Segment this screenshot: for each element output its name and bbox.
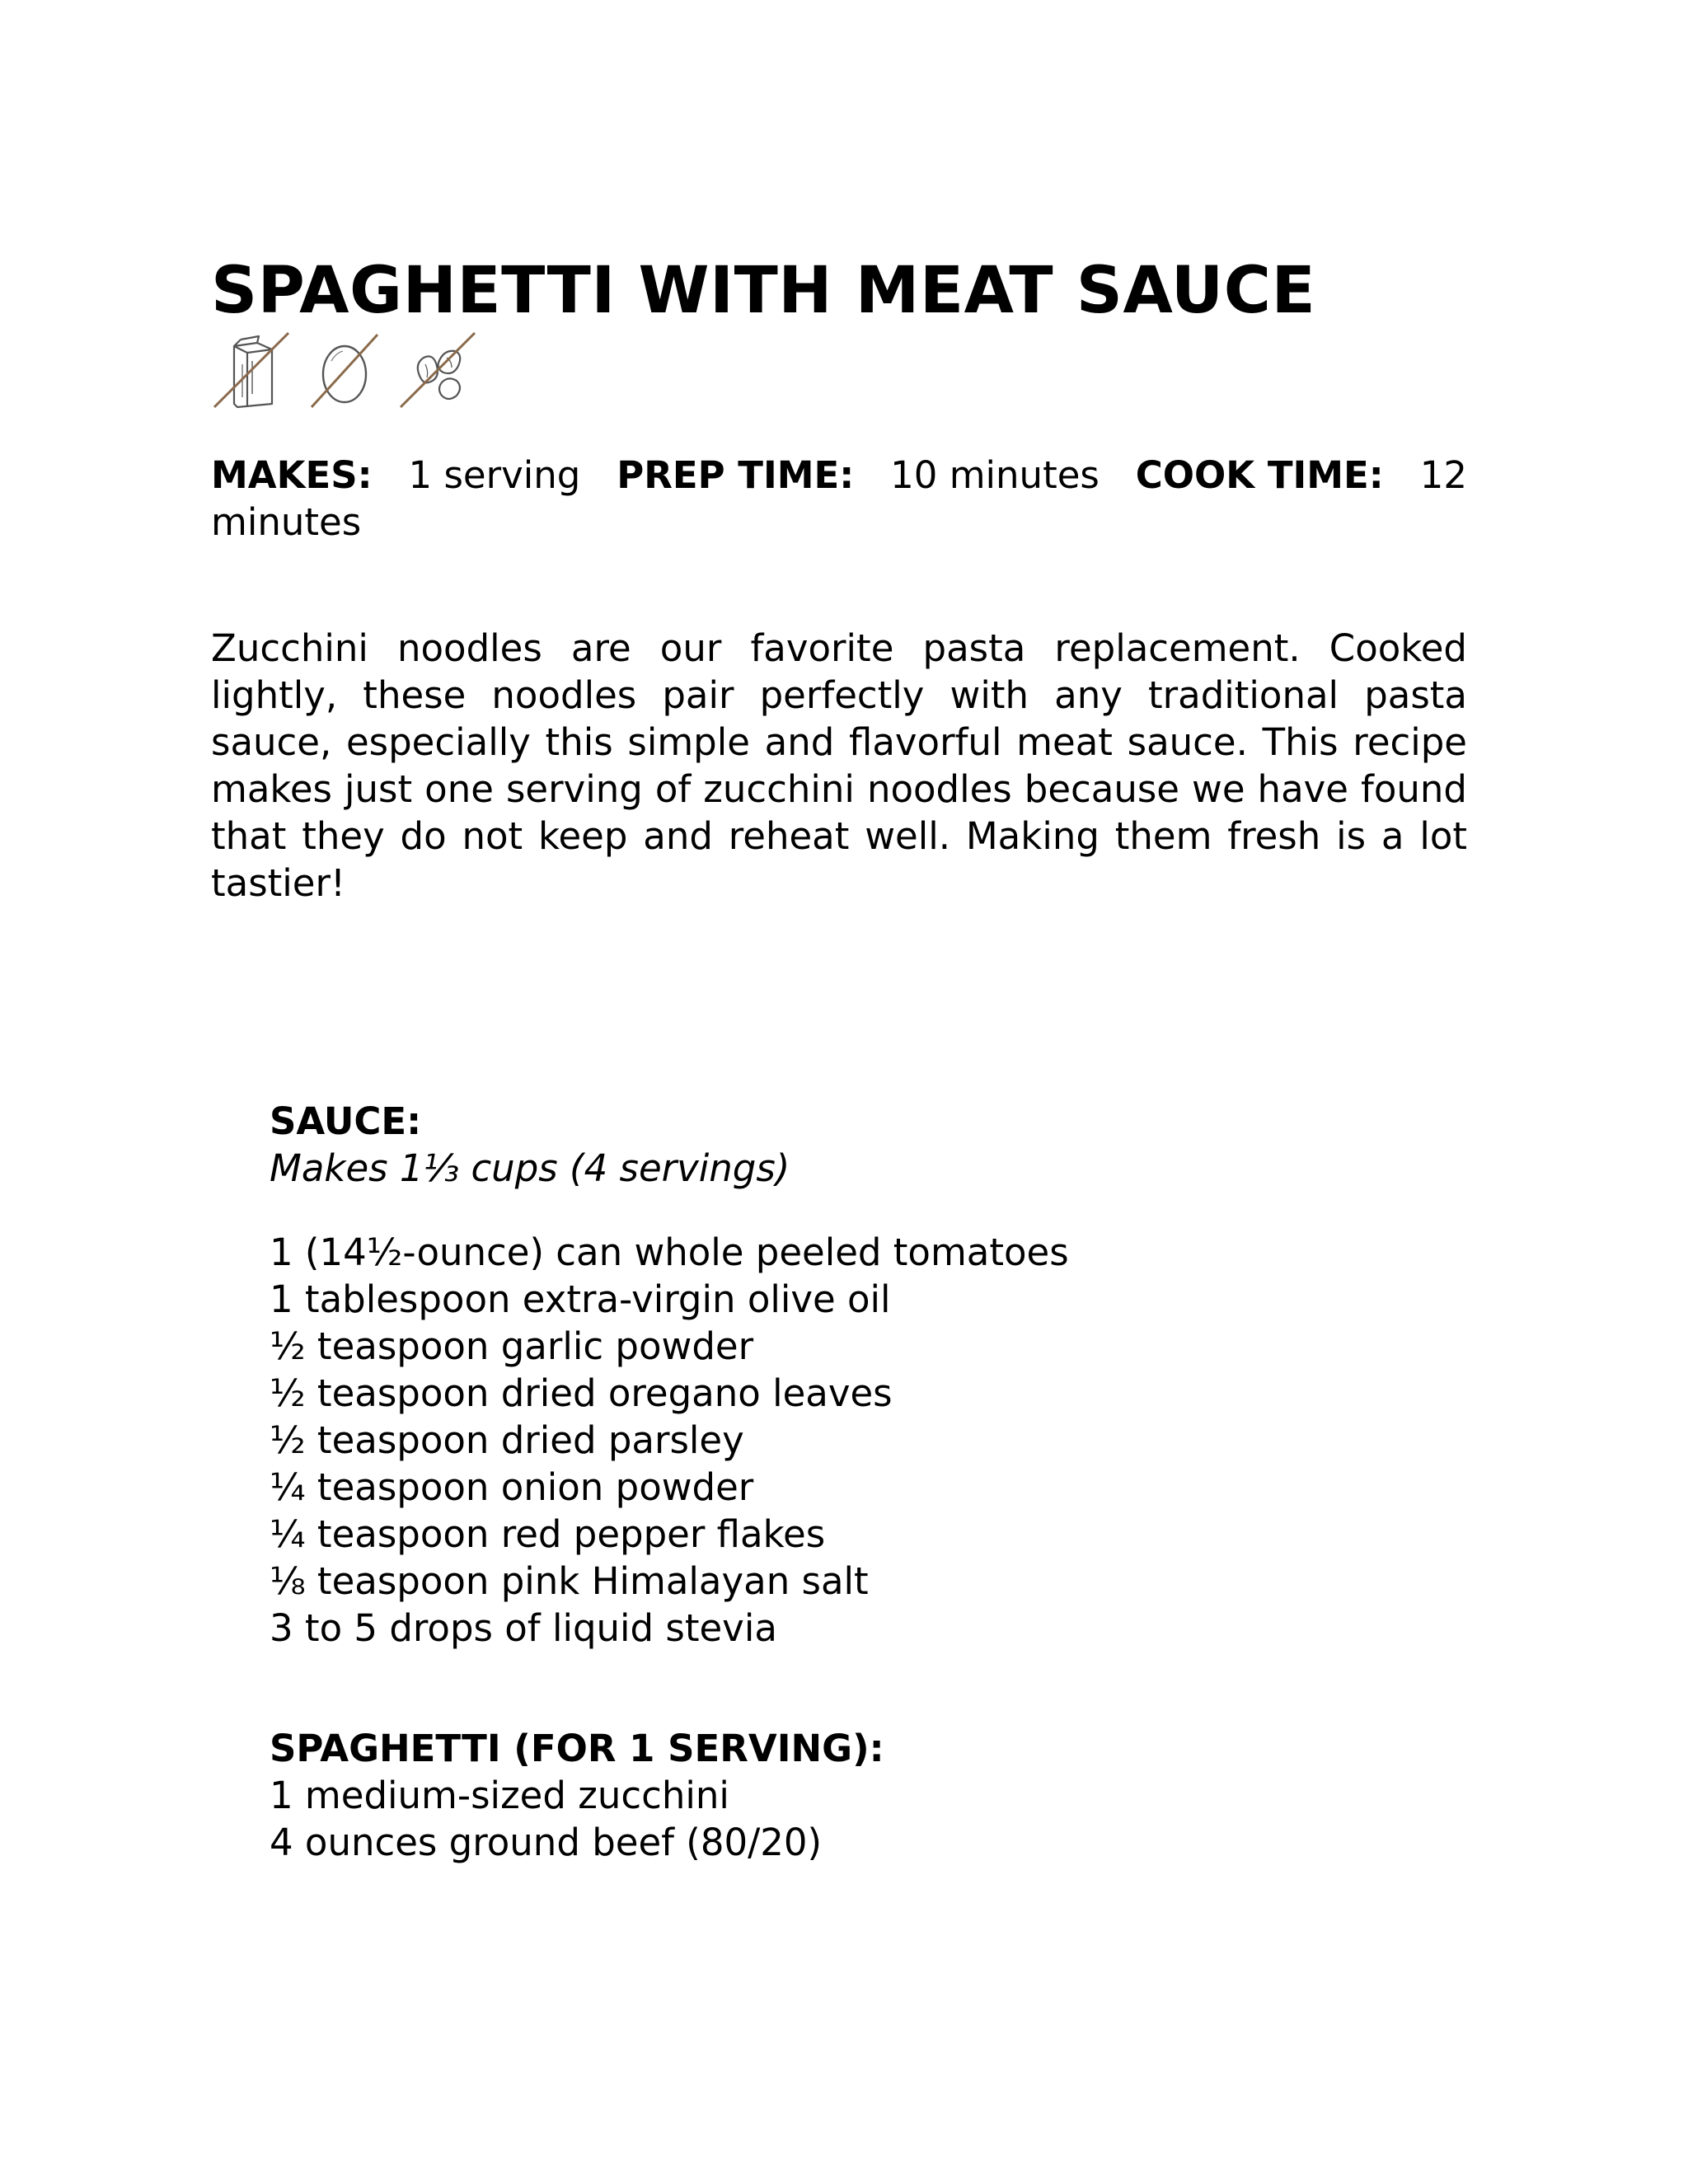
- recipe-meta: [211, 452, 1467, 546]
- list-item: ½ teaspoon garlic powder: [270, 1324, 754, 1368]
- list-item: ⅛ teaspoon pink Himalayan salt: [270, 1559, 869, 1603]
- no-nuts-icon: [396, 328, 478, 410]
- prep-value: 10 minutes: [890, 453, 1100, 497]
- spaghetti-section: [270, 1725, 1423, 1866]
- list-item: ½ teaspoon dried oregano leaves: [270, 1371, 893, 1415]
- sauce-heading: SAUCE:: [270, 1099, 422, 1143]
- cook-value-continued: minutes: [211, 500, 362, 544]
- list-item: 1 tablespoon extra-virgin olive oil: [270, 1277, 891, 1321]
- spaghetti-heading: SPAGHETTI (FOR 1 SERVING):: [270, 1727, 884, 1770]
- sauce-section: [270, 1098, 1423, 1652]
- makes-label: MAKES:: [211, 453, 373, 497]
- list-item: ½ teaspoon dried parsley: [270, 1418, 744, 1462]
- list-item: 3 to 5 drops of liquid stevia: [270, 1606, 777, 1650]
- list-item: ¼ teaspoon red pepper flakes: [270, 1512, 826, 1556]
- prep-label: PREP TIME:: [617, 453, 855, 497]
- makes-value: 1 serving: [408, 453, 581, 497]
- sauce-ingredients: [270, 1229, 1423, 1652]
- list-item: 4 ounces ground beef (80/20): [270, 1821, 823, 1864]
- list-item: 1 (14½-ounce) can whole peeled tomatoes: [270, 1230, 1069, 1274]
- sauce-yield: Makes 1⅓ cups (4 servings): [270, 1146, 790, 1190]
- no-egg-icon: [307, 328, 381, 410]
- no-dairy-icon: [209, 328, 292, 410]
- recipe-title: SPAGHETTI WITH MEAT SAUCE: [211, 254, 1316, 328]
- cook-label: COOK TIME:: [1135, 453, 1384, 497]
- list-item: 1 medium-sized zucchini: [270, 1774, 729, 1817]
- spaghetti-ingredients: [270, 1772, 1423, 1866]
- dietary-icons: [209, 326, 478, 413]
- cook-value: 12: [1419, 453, 1467, 497]
- recipe-intro: Zucchini noodles are our favorite pasta replacement. Cooked lightly, these noodles pair perfectly with any traditional pasta sauce, especially this simple and flavorful meat sauce. This recipe makes just one serving of zucchini noodles because we have found that they do not keep and reheat well. Making them fresh is a lot tastier!: [211, 626, 1467, 905]
- list-item: ¼ teaspoon onion powder: [270, 1465, 754, 1509]
